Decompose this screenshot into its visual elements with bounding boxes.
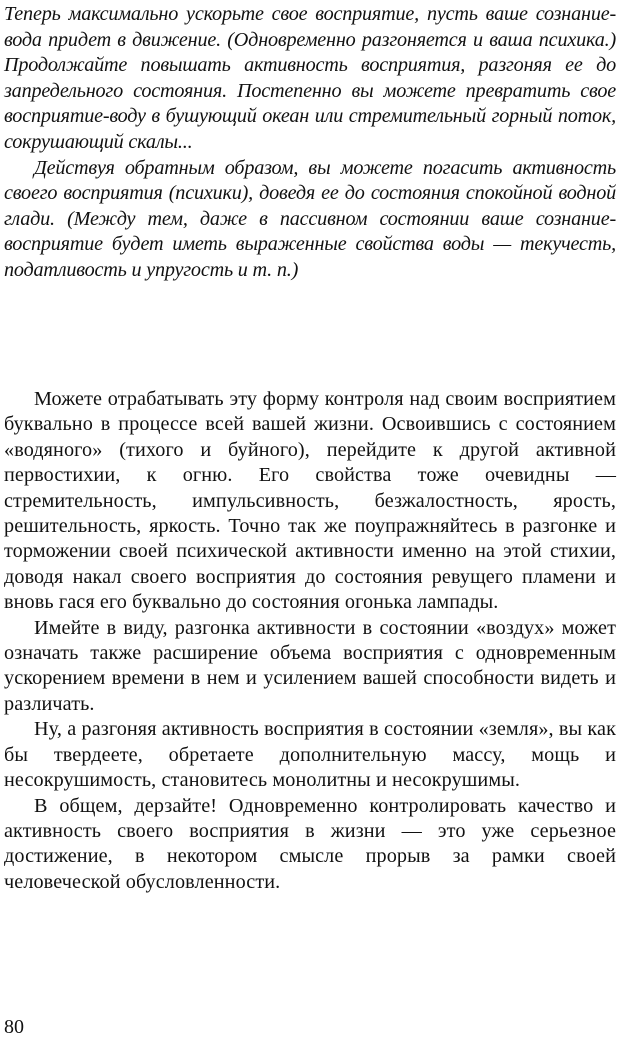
body-paragraph: Имейте в виду, разгонка активности в состоянии «воздух» может означать также расширение объема восприятия с одновременным ускорением времени в нем и усилением вашей способности видеть и различать. [4, 616, 616, 715]
italic-paragraph: Действуя обратным образом, вы можете погасить активность своего восприятия (психики), доведя ее до состояния спокойной водной глади. (Между тем, даже в пассивном состоянии ваше сознание-восприятие будет иметь выраженные свойства воды — текучесть, податливость и упругость и т. п.) [4, 156, 616, 281]
body-paragraph: В общем, дерзайте! Одновременно контролировать качество и активность своего восприятия в жизни — это уже серьезное достижение, в некотором смысле прорыв за рамки своей человеческой обусловленности. [4, 794, 616, 893]
page-number: 80 [4, 1016, 24, 1038]
italic-paragraph: Теперь максимально ускорьте свое восприятие, пусть ваше сознание-вода придет в движение. (Одновременно разгоняется и ваша психика.) Продолжайте повышать активность восприятия, разгоняя ее до запредельного состояния. Постепенно вы можете превратить свое восприятие-воду в бушующий океан или стремительный горный поток, сокрушающий скалы... [4, 3, 616, 153]
body-paragraph: Ну, а разгоняя активность восприятия в состоянии «земля», вы как бы твердеете, обретаете дополнительную массу, мощь и несокрушимость, становитесь монолитны и несокрушимы. [4, 718, 616, 792]
italic-exercise-text [4, 2, 616, 284]
body-paragraph: Можете отрабатывать эту форму контроля над своим восприятием буквально в процессе всей вашей жизни. Освоившись с состоянием «водяного» (тихого и буйного), перейдите к другой активной первостихии, к огню. Его свойства тоже очевидны — стремительность, импульсивность, безжалостность, ярость, решительность, яркость. Точно так же поупражняйтесь в разгонке и торможении своей психической активности именно на этой стихии, доводя накал своего восприятия до состояния ревущего пламени и вновь гася его буквально до состояния огонька лампады. [4, 388, 616, 614]
body-text [4, 387, 616, 895]
